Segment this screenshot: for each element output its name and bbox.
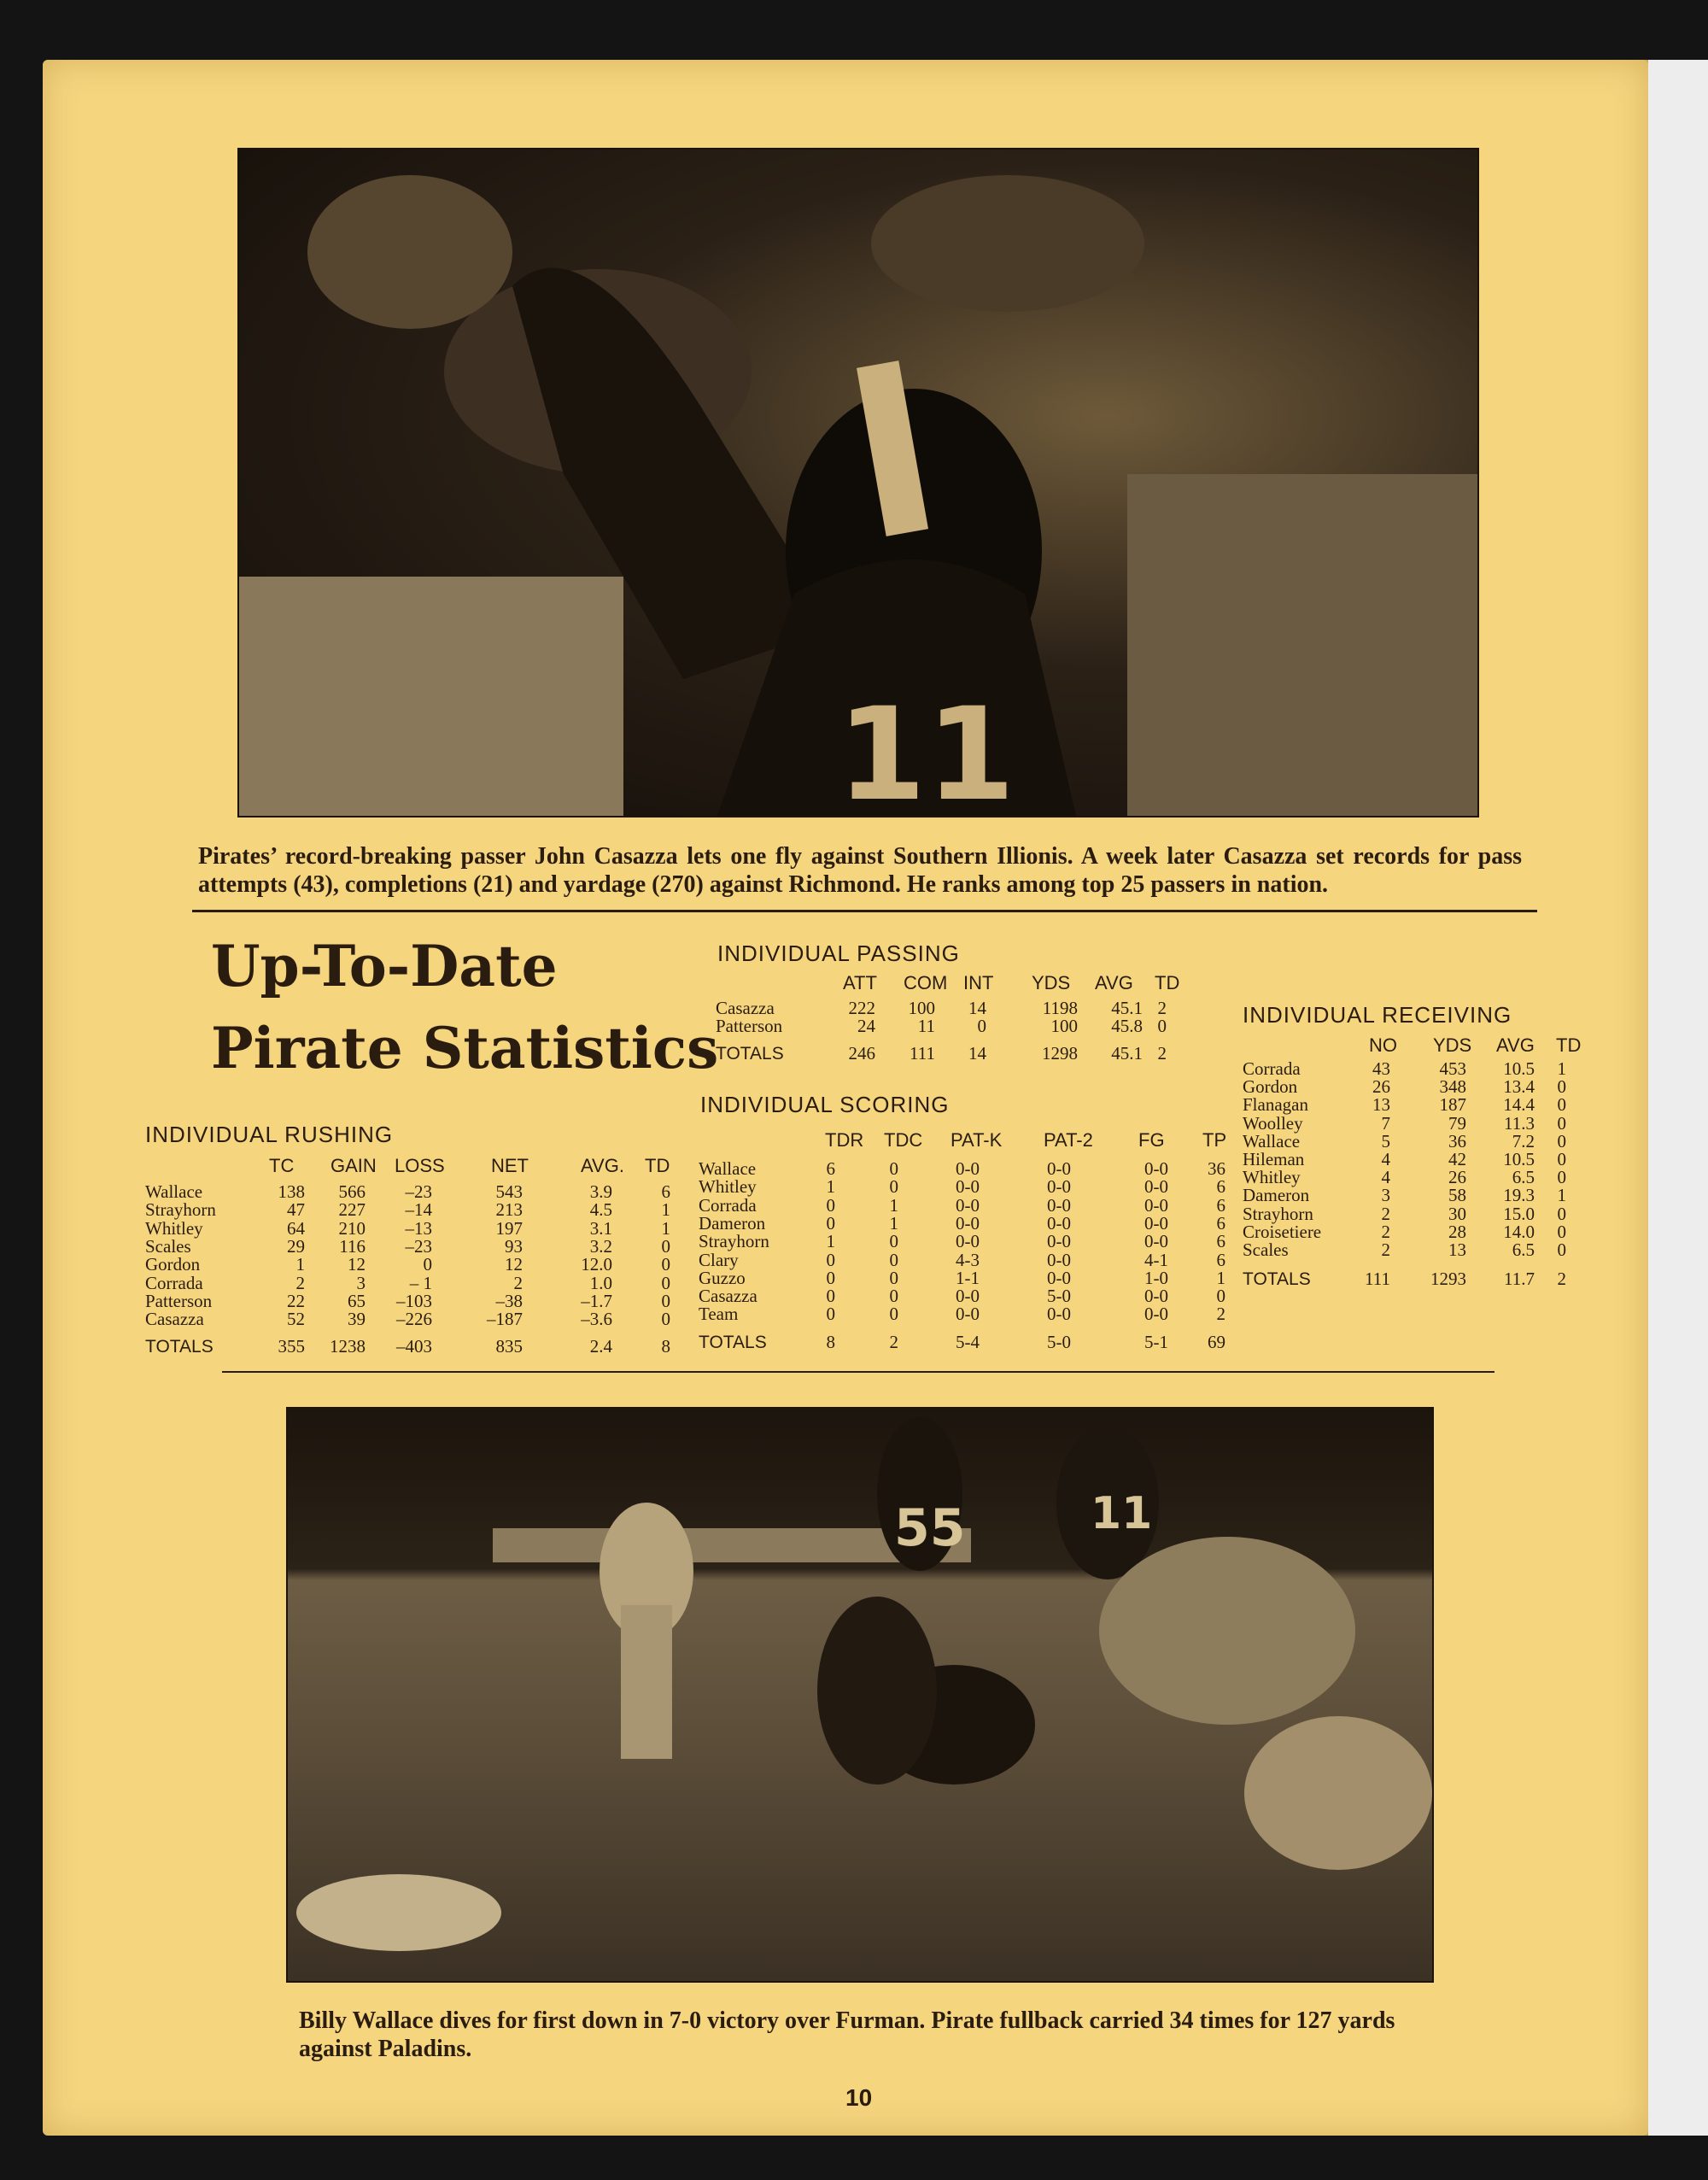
- page-title-line1: Up-To-Date: [211, 933, 558, 999]
- rushing-stat-cell: 1: [661, 1199, 670, 1221]
- scoring-stat-cell: 1: [889, 1212, 898, 1234]
- rushing-stat-cell: 210: [338, 1217, 366, 1239]
- receiving-col-header: YDS: [1433, 1034, 1472, 1056]
- scoring-stat-cell: 0: [826, 1286, 835, 1307]
- receiving-stat-cell: 3: [1381, 1185, 1390, 1206]
- rushing-stat-cell: 1: [295, 1254, 305, 1275]
- rushing-stat-cell: 0: [423, 1254, 432, 1275]
- rushing-stat-cell: 47: [287, 1199, 305, 1221]
- scoring-col-header: PAT-2: [1044, 1129, 1093, 1151]
- scoring-stat-cell: 0: [889, 1158, 898, 1179]
- passing-col-header: YDS: [1032, 972, 1071, 993]
- scoring-stat-cell: 0: [889, 1304, 898, 1325]
- passing-stat-cell: 2: [1157, 1043, 1167, 1064]
- scoring-stat-cell: 0-0: [1047, 1249, 1071, 1270]
- scoring-stat-cell: 0: [889, 1249, 898, 1270]
- receiving-player-name: Gordon: [1243, 1076, 1298, 1098]
- scoring-col-header: TDR: [825, 1129, 864, 1151]
- receiving-stat-cell: 6.5: [1512, 1239, 1535, 1260]
- rushing-player-name: Casazza: [145, 1309, 204, 1330]
- receiving-player-name: Corrada: [1243, 1058, 1301, 1079]
- receiving-stat-cell: 14.0: [1503, 1221, 1535, 1242]
- rushing-stat-cell: 227: [338, 1199, 366, 1221]
- jersey-number-55: 55: [894, 1498, 966, 1558]
- rushing-stat-cell: 65: [348, 1290, 366, 1311]
- passing-stat-cell: 100: [1050, 1016, 1078, 1036]
- scoring-stat-cell: 0: [1216, 1286, 1225, 1307]
- passing-stat-cell: 14: [968, 1043, 986, 1064]
- rushing-stat-cell: 355: [278, 1336, 305, 1357]
- rushing-col-header: AVG.: [581, 1155, 624, 1176]
- rushing-stat-cell: –23: [405, 1181, 432, 1202]
- receiving-stat-cell: 13: [1372, 1094, 1390, 1116]
- receiving-player-name: TOTALS: [1243, 1269, 1311, 1289]
- receiving-stat-cell: 4: [1381, 1149, 1390, 1169]
- fullback-illustration: [288, 1409, 1432, 1981]
- rushing-stat-cell: 0: [661, 1309, 670, 1330]
- rushing-stat-cell: 0: [661, 1290, 670, 1311]
- scoring-heading: INDIVIDUAL SCORING: [700, 1092, 950, 1117]
- receiving-stat-cell: 7: [1381, 1112, 1390, 1134]
- scoring-stat-cell: 0: [826, 1267, 835, 1288]
- scoring-player-name: Corrada: [699, 1194, 757, 1216]
- rushing-stat-cell: 3.2: [589, 1235, 612, 1257]
- scoring-stat-cell: 5-0: [1047, 1332, 1071, 1352]
- receiving-stat-cell: 4: [1381, 1167, 1390, 1188]
- passing-player-name: Patterson: [716, 1016, 783, 1036]
- receiving-stat-cell: 42: [1448, 1149, 1466, 1169]
- scoring-stat-cell: 0-0: [956, 1176, 980, 1198]
- scoring-stat-cell: 0-0: [1047, 1231, 1071, 1252]
- receiving-stat-cell: 10.5: [1503, 1149, 1535, 1169]
- scoring-stat-cell: 0-0: [1144, 1158, 1168, 1179]
- passing-stat-cell: 1198: [1042, 998, 1078, 1018]
- receiving-stat-cell: 10.5: [1503, 1058, 1535, 1079]
- rushing-stat-cell: 8: [661, 1336, 670, 1357]
- receiving-stat-cell: 79: [1448, 1112, 1466, 1134]
- passing-heading: INDIVIDUAL PASSING: [717, 941, 960, 966]
- receiving-stat-cell: 0: [1557, 1221, 1566, 1242]
- rushing-stat-cell: 835: [495, 1336, 523, 1357]
- scoring-player-name: Clary: [699, 1249, 739, 1270]
- jersey-number: 11: [837, 681, 1015, 816]
- passer-photo: [237, 148, 1479, 818]
- receiving-col-header: AVG: [1496, 1034, 1535, 1056]
- scoring-player-name: Guzzo: [699, 1267, 746, 1288]
- receiving-stat-cell: 2: [1381, 1203, 1390, 1224]
- rushing-stat-cell: –226: [396, 1309, 432, 1330]
- passing-stat-cell: 45.1: [1111, 998, 1143, 1018]
- rushing-stat-cell: –3.6: [581, 1309, 612, 1330]
- receiving-player-name: Hileman: [1243, 1149, 1305, 1169]
- passing-stat-cell: 246: [848, 1043, 875, 1064]
- receiving-stat-cell: 1293: [1430, 1269, 1466, 1289]
- passing-stat-cell: 100: [908, 998, 935, 1018]
- divider-top: [192, 910, 1537, 912]
- rushing-player-name: Patterson: [145, 1290, 213, 1311]
- passer-illustration: [239, 149, 1477, 816]
- receiving-stat-cell: 0: [1557, 1094, 1566, 1116]
- receiving-stat-cell: 14.4: [1503, 1094, 1535, 1116]
- scoring-stat-cell: 0-0: [1144, 1194, 1168, 1216]
- rushing-stat-cell: 93: [505, 1235, 523, 1257]
- receiving-col-header: TD: [1556, 1034, 1582, 1056]
- rushing-stat-cell: 2: [513, 1272, 523, 1293]
- scoring-stat-cell: 0-0: [1047, 1267, 1071, 1288]
- passing-col-header: COM: [904, 972, 948, 993]
- divider-bottom: [222, 1371, 1494, 1373]
- receiving-stat-cell: 15.0: [1503, 1203, 1535, 1224]
- rushing-stat-cell: 116: [339, 1235, 366, 1257]
- receiving-stat-cell: 1: [1557, 1185, 1566, 1206]
- rushing-stat-cell: 1: [661, 1217, 670, 1239]
- scoring-stat-cell: 1-1: [956, 1267, 980, 1288]
- rushing-stat-cell: 52: [287, 1309, 305, 1330]
- scoring-stat-cell: 5-1: [1144, 1332, 1168, 1352]
- scoring-stat-cell: 0: [889, 1176, 898, 1198]
- rushing-player-name: Scales: [145, 1235, 191, 1257]
- rushing-stat-cell: 29: [287, 1235, 305, 1257]
- scoring-stat-cell: 0: [826, 1212, 835, 1234]
- receiving-stat-cell: 0: [1557, 1167, 1566, 1188]
- rushing-stat-cell: –1.7: [581, 1290, 612, 1311]
- scoring-stat-cell: 0-0: [1144, 1176, 1168, 1198]
- scoring-stat-cell: 0-0: [956, 1212, 980, 1234]
- scoring-stat-cell: 1: [826, 1176, 835, 1198]
- receiving-stat-cell: 453: [1439, 1058, 1466, 1079]
- fullback-photo: [286, 1407, 1434, 1983]
- passing-stat-cell: 2: [1157, 998, 1167, 1018]
- rushing-stat-cell: –23: [405, 1235, 432, 1257]
- scoring-col-header: FG: [1138, 1129, 1165, 1151]
- scoring-stat-cell: 1-0: [1144, 1267, 1168, 1288]
- receiving-player-name: Croisetiere: [1243, 1221, 1322, 1242]
- rushing-stat-cell: 22: [287, 1290, 305, 1311]
- receiving-stat-cell: 187: [1439, 1094, 1466, 1116]
- scoring-player-name: Whitley: [699, 1176, 757, 1198]
- receiving-stat-cell: 0: [1557, 1076, 1566, 1098]
- jersey-number-11: 11: [1091, 1488, 1153, 1539]
- rushing-stat-cell: 543: [495, 1181, 523, 1202]
- passing-stat-cell: 1298: [1042, 1043, 1078, 1064]
- receiving-stat-cell: 1: [1557, 1058, 1566, 1079]
- receiving-stat-cell: 348: [1439, 1076, 1466, 1098]
- scoring-stat-cell: 0-0: [1144, 1212, 1168, 1234]
- receiving-stat-cell: 7.2: [1512, 1130, 1535, 1152]
- scoring-stat-cell: 0-0: [1144, 1304, 1168, 1325]
- scoring-stat-cell: 8: [826, 1332, 835, 1352]
- receiving-stat-cell: 2: [1381, 1221, 1390, 1242]
- rushing-player-name: Corrada: [145, 1272, 203, 1293]
- scoring-stat-cell: 6: [1216, 1231, 1225, 1252]
- receiving-stat-cell: 28: [1448, 1221, 1466, 1242]
- receiving-stat-cell: 2: [1557, 1269, 1566, 1289]
- rushing-player-name: Wallace: [145, 1181, 203, 1202]
- receiving-stat-cell: 0: [1557, 1239, 1566, 1260]
- scoring-stat-cell: 0-0: [1047, 1158, 1071, 1179]
- rushing-stat-cell: –103: [396, 1290, 432, 1311]
- rushing-stat-cell: 566: [338, 1181, 366, 1202]
- top-photo-caption: Pirates’ record-breaking passer John Casazza lets one fly against Southern Illionis. A week later Casazza set records for pass attempts (43), completions (21) and yardage (270) against Richmond. He ranks among top 25 passers in nation.: [198, 843, 1522, 898]
- rushing-stat-cell: 138: [278, 1181, 305, 1202]
- scoring-player-name: Dameron: [699, 1212, 766, 1234]
- rushing-stat-cell: –187: [487, 1309, 523, 1330]
- rushing-stat-cell: 2: [295, 1272, 305, 1293]
- scoring-stat-cell: 4-3: [956, 1249, 980, 1270]
- rushing-stat-cell: 0: [661, 1272, 670, 1293]
- scoring-stat-cell: 0: [826, 1194, 835, 1216]
- receiving-player-name: Wallace: [1243, 1130, 1301, 1152]
- rushing-stat-cell: 4.5: [589, 1199, 612, 1221]
- rushing-stat-cell: 64: [287, 1217, 305, 1239]
- scoring-stat-cell: 0-0: [956, 1231, 980, 1252]
- scoring-stat-cell: 0: [889, 1267, 898, 1288]
- receiving-player-name: Strayhorn: [1243, 1203, 1313, 1224]
- passing-stat-cell: 11: [917, 1016, 935, 1036]
- page-number: 10: [845, 2084, 873, 2111]
- rushing-stat-cell: 0: [661, 1235, 670, 1257]
- rushing-stat-cell: 12: [505, 1254, 523, 1275]
- passing-stat-cell: 0: [977, 1016, 986, 1036]
- receiving-player-name: Scales: [1243, 1239, 1289, 1260]
- receiving-stat-cell: 26: [1448, 1167, 1466, 1188]
- scoring-stat-cell: 5-0: [1047, 1286, 1071, 1307]
- scoring-stat-cell: 0: [826, 1304, 835, 1325]
- passing-col-header: ATT: [843, 972, 877, 993]
- passing-stat-cell: 111: [910, 1043, 935, 1064]
- page-title-line2: Pirate Statistics: [211, 1015, 719, 1081]
- receiving-col-header: NO: [1369, 1034, 1397, 1056]
- receiving-stat-cell: 11.7: [1504, 1269, 1535, 1289]
- scoring-stat-cell: 0-0: [956, 1304, 980, 1325]
- scoring-stat-cell: 2: [1216, 1304, 1225, 1325]
- rushing-col-header: LOSS: [395, 1155, 445, 1176]
- receiving-player-name: Whitley: [1243, 1167, 1301, 1188]
- rushing-col-header: TD: [645, 1155, 670, 1176]
- scoring-player-name: Casazza: [699, 1286, 757, 1307]
- scoring-stat-cell: 0-0: [1144, 1231, 1168, 1252]
- scoring-stat-cell: 0-0: [1047, 1212, 1071, 1234]
- scoring-col-header: TDC: [884, 1129, 923, 1151]
- receiving-stat-cell: 2: [1381, 1239, 1390, 1260]
- rushing-player-name: TOTALS: [145, 1337, 214, 1357]
- scoring-stat-cell: 6: [1216, 1194, 1225, 1216]
- receiving-stat-cell: 13.4: [1503, 1076, 1535, 1098]
- scoring-stat-cell: 0-0: [1047, 1176, 1071, 1198]
- scoring-stat-cell: 0: [889, 1231, 898, 1252]
- scoring-stat-cell: 1: [889, 1194, 898, 1216]
- next-page-edge: [1648, 60, 1708, 2136]
- rushing-col-header: NET: [491, 1155, 529, 1176]
- bottom-photo-caption: Billy Wallace dives for first down in 7-0 victory over Furman. Pirate fullback carried 34 times for 127 yards against Paladins.: [299, 2007, 1395, 2062]
- receiving-stat-cell: 0: [1557, 1203, 1566, 1224]
- rushing-stat-cell: 197: [495, 1217, 523, 1239]
- scoring-stat-cell: 69: [1208, 1332, 1225, 1352]
- receiving-heading: INDIVIDUAL RECEIVING: [1243, 1002, 1512, 1028]
- scoring-stat-cell: 0: [889, 1286, 898, 1307]
- receiving-stat-cell: 26: [1372, 1076, 1390, 1098]
- receiving-stat-cell: 0: [1557, 1130, 1566, 1152]
- rushing-stat-cell: 3.1: [589, 1217, 612, 1239]
- rushing-stat-cell: 2.4: [589, 1336, 612, 1357]
- receiving-stat-cell: 11.3: [1504, 1112, 1535, 1134]
- receiving-stat-cell: 43: [1372, 1058, 1390, 1079]
- passing-col-header: INT: [963, 972, 994, 993]
- rushing-stat-cell: 12.0: [581, 1254, 612, 1275]
- rushing-player-name: Gordon: [145, 1254, 201, 1275]
- rushing-stat-cell: 39: [348, 1309, 366, 1330]
- rushing-stat-cell: 3: [356, 1272, 366, 1293]
- receiving-stat-cell: 19.3: [1503, 1185, 1535, 1206]
- scoring-player-name: Team: [699, 1304, 739, 1325]
- scoring-stat-cell: 1: [1216, 1267, 1225, 1288]
- scoring-stat-cell: 6: [826, 1158, 835, 1179]
- rushing-stat-cell: 6: [661, 1181, 670, 1202]
- scoring-col-header: TP: [1202, 1129, 1227, 1151]
- rushing-stat-cell: –13: [405, 1217, 432, 1239]
- scoring-stat-cell: 4-1: [1144, 1249, 1168, 1270]
- rushing-stat-cell: 0: [661, 1254, 670, 1275]
- rushing-stat-cell: 1238: [330, 1336, 366, 1357]
- receiving-player-name: Woolley: [1243, 1112, 1303, 1134]
- rushing-stat-cell: – 1: [409, 1272, 432, 1293]
- rushing-player-name: Whitley: [145, 1217, 203, 1239]
- rushing-stat-cell: –14: [405, 1199, 432, 1221]
- scoring-stat-cell: 6: [1216, 1176, 1225, 1198]
- receiving-stat-cell: 0: [1557, 1112, 1566, 1134]
- passing-stat-cell: 45.8: [1111, 1016, 1143, 1036]
- scoring-stat-cell: 0-0: [956, 1194, 980, 1216]
- scoring-col-header: PAT-K: [951, 1129, 1003, 1151]
- passing-stat-cell: 222: [848, 998, 875, 1018]
- passing-stat-cell: 14: [968, 998, 986, 1018]
- rushing-stat-cell: –38: [495, 1290, 523, 1311]
- scoring-stat-cell: 1: [826, 1231, 835, 1252]
- rushing-heading: INDIVIDUAL RUSHING: [145, 1122, 394, 1147]
- scoring-stat-cell: 6: [1216, 1212, 1225, 1234]
- passing-stat-cell: 24: [857, 1016, 875, 1036]
- receiving-player-name: Flanagan: [1243, 1094, 1308, 1116]
- receiving-stat-cell: 36: [1448, 1130, 1466, 1152]
- rushing-col-header: GAIN: [330, 1155, 377, 1176]
- rushing-stat-cell: 213: [495, 1199, 523, 1221]
- receiving-stat-cell: 58: [1448, 1185, 1466, 1206]
- passing-stat-cell: 45.1: [1111, 1043, 1143, 1064]
- receiving-stat-cell: 6.5: [1512, 1167, 1535, 1188]
- scoring-stat-cell: 0-0: [1047, 1194, 1071, 1216]
- scoring-stat-cell: 6: [1216, 1249, 1225, 1270]
- scoring-stat-cell: 2: [889, 1332, 898, 1352]
- scoring-stat-cell: 0-0: [956, 1158, 980, 1179]
- rushing-stat-cell: 12: [348, 1254, 366, 1275]
- scoring-player-name: TOTALS: [699, 1333, 767, 1352]
- scoring-stat-cell: 0-0: [1047, 1304, 1071, 1325]
- scoring-stat-cell: 0-0: [1144, 1286, 1168, 1307]
- passing-player-name: Casazza: [716, 998, 775, 1018]
- scoring-stat-cell: 36: [1208, 1158, 1225, 1179]
- scoring-player-name: Wallace: [699, 1158, 757, 1179]
- passing-player-name: TOTALS: [716, 1044, 784, 1064]
- rushing-stat-cell: 3.9: [589, 1181, 612, 1202]
- passing-col-header: AVG: [1095, 972, 1133, 993]
- rushing-stat-cell: 1.0: [589, 1272, 612, 1293]
- receiving-stat-cell: 5: [1381, 1130, 1390, 1152]
- receiving-stat-cell: 0: [1557, 1149, 1566, 1169]
- passing-col-header: TD: [1155, 972, 1180, 993]
- rushing-col-header: TC: [269, 1155, 295, 1176]
- passing-stat-cell: 0: [1157, 1016, 1167, 1036]
- receiving-player-name: Dameron: [1243, 1185, 1310, 1206]
- scoring-stat-cell: 5-4: [956, 1332, 980, 1352]
- receiving-stat-cell: 111: [1365, 1269, 1390, 1289]
- scoring-player-name: Strayhorn: [699, 1231, 769, 1252]
- scoring-stat-cell: 0-0: [956, 1286, 980, 1307]
- rushing-stat-cell: –403: [396, 1336, 432, 1357]
- receiving-stat-cell: 13: [1448, 1239, 1466, 1260]
- scoring-stat-cell: 0: [826, 1249, 835, 1270]
- rushing-player-name: Strayhorn: [145, 1199, 216, 1221]
- receiving-stat-cell: 30: [1448, 1203, 1466, 1224]
